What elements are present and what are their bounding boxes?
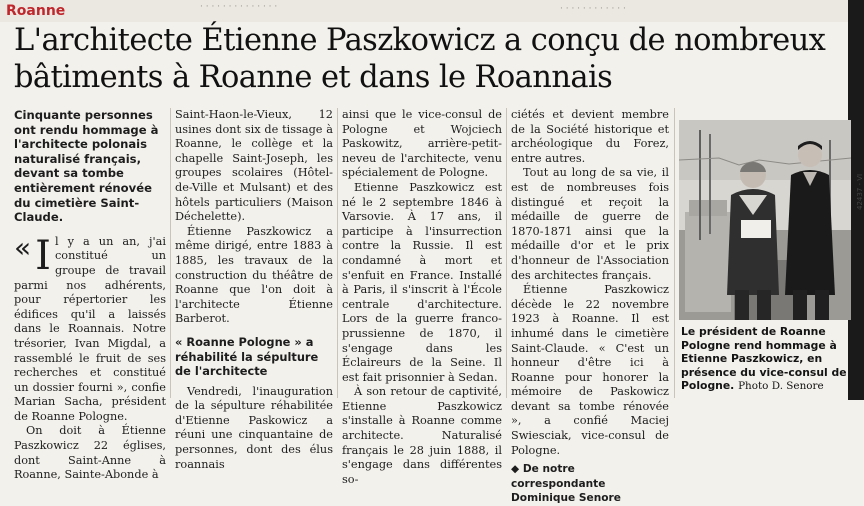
opening-quote-paragraph	[14, 230, 166, 425]
col3-paragraph-1: ainsi que le vice-consul de Pologne et Wojciech Paskowitz, arrière-petit-neveu de l'architecte, venu spécialement de Pologne.	[342, 108, 502, 180]
photo-caption	[681, 325, 853, 394]
col2-paragraph-3: Vendredi, l'inauguration de la sépulture réhabilitée d'Etienne Paskowicz a réuni une cinquantaine de personnes, dont des élus roannais	[175, 384, 333, 471]
col2-paragraph-1: Saint-Haon-le-Vieux, 12 usines dont six de tissage à Roanne, le collège et la chapelle Saint-Joseph, les groupes scolaires (Hôtel-de-Ville et Mulsant) et des hôtels particuliers (Maison Déchelette).	[175, 108, 333, 224]
drop-cap: I	[35, 232, 51, 279]
column-2	[175, 108, 333, 472]
column-divider	[674, 108, 675, 398]
cemetery-photo-image	[679, 120, 851, 320]
quote-body: l y a un an, j'ai constitué un groupe de travail parmi nos adhérents, pour répertorier les édifices qu'il a laissés dans le Roannais. Notre trésorier, Ivan Migdal, a rassemblé le fruit de ses recherches et constitué un dossier fourni », confie Marian Sacha, président de Roanne Pologne.	[14, 234, 166, 423]
column-divider	[170, 108, 171, 398]
byline-role: ◆ De notre correspondante	[511, 463, 606, 490]
byline-author: Dominique Senore	[511, 492, 621, 505]
col3-paragraph-3: À son retour de captivité, Etienne Paszkowicz s'installe à Roanne comme architecte. Naturalisé français le 28 juin 1888, il s'engage dans différentes so-	[342, 385, 502, 486]
caption-text: Le président de Roanne Pologne rend hommage à Etienne Paszkowicz, en présence du vice-consul de Pologne.	[681, 325, 847, 392]
article-chapeau: Cinquante personnes ont rendu hommage à l'architecte polonais naturalisé français, devant sa tombe entièrement rénovée du cimetière Saint-Claude.	[14, 108, 159, 225]
col4-paragraph-2: Tout au long de sa vie, il est de nombreuses fois distingué et reçoit la médaille de guerre de 1870-1871 ainsi que la médaille d'or et le prix d'honneur de l'Association des architectes français.	[511, 166, 669, 282]
col2-paragraph-2: Étienne Paszkowicz a même dirigé, entre 1883 à 1885, les travaux de la construction du théâtre de Roanne que l'on doit à l'architecte Étienne Barberot.	[175, 224, 333, 326]
column-1	[14, 108, 166, 483]
quote-mark: «	[14, 230, 32, 264]
column-divider	[337, 108, 338, 398]
col1-paragraph-2: On doit à Étienne Paszkowicz 22 églises, dont Saint-Anne à Roanne, Sainte-Abonde à	[14, 424, 166, 482]
previous-article-strip: · · · · · · · · · · · · · · · · · · · · · · · · · ·	[0, 0, 864, 22]
intertitle: « Roanne Pologne » a réhabilité la sépulture de l'architecte	[175, 334, 319, 379]
page-code: 42437 - VI	[856, 173, 864, 210]
section-label: Roanne	[6, 3, 66, 19]
col4-paragraph-1: ciétés et devient membre de la Société historique et archéologique du Forez, entre autres.	[511, 108, 669, 165]
column-4	[511, 108, 669, 506]
col3-paragraph-2: Etienne Paszkowicz est né le 2 septembre 1846 à Varsovie. À 17 ans, il participe à l'insurrection contre la Russie. Il est condamné à mort et s'enfuit en France. Installé à Paris, il s'inscrit à l'École centrale d'architecture. Lors de la guerre franco-prussienne de 1870, il s'engage dans les Éclaireurs de la Seine. Il est fait prisonnier à Sedan.	[342, 180, 502, 384]
article-photo	[679, 120, 851, 320]
article-headline: L'architecte Étienne Paszkowicz a conçu de nombreux bâtiments à Roanne et dans le Roannais	[14, 23, 826, 95]
column-3	[342, 108, 502, 487]
photo-credit: Photo D. Senore	[738, 380, 824, 392]
column-divider	[506, 108, 507, 398]
col4-paragraph-3: Étienne Paszkowicz décède le 22 novembre 1923 à Roanne. Il est inhumé dans le cimetière Saint-Claude. « C'est un honneur d'être ici à Roanne pour honorer la mémoire de Paskowicz devant sa tombe rénovée », a confié Maciej Swiesciak, vice-consul de Pologne.	[511, 283, 669, 457]
